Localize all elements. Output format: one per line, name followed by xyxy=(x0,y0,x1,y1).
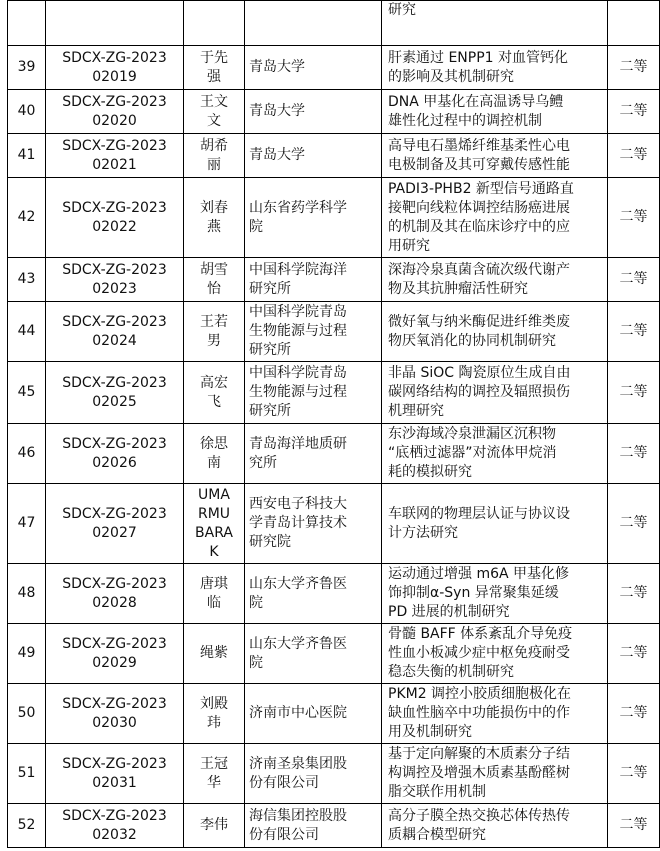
org-text: 中国科学院青岛 xyxy=(249,304,347,320)
title-text: 深海冷泉真菌含硫次级代谢产 xyxy=(388,261,570,278)
cell-index xyxy=(8,424,46,484)
cell-prize xyxy=(608,178,660,258)
title-text: 的机制及其在临床诊疗中的应 xyxy=(388,218,570,235)
code-text: 02024 xyxy=(92,332,137,349)
cell-code xyxy=(46,90,184,134)
org-text: 研究所 xyxy=(249,280,291,297)
name-text: 丽 xyxy=(207,156,221,173)
prize-text: 二等 xyxy=(619,445,648,461)
org-text: 生物能源与过程 xyxy=(249,384,347,400)
title-text: 质耦合模型研究 xyxy=(388,826,486,843)
table-row xyxy=(8,362,660,424)
title-text: 非晶 SiOC 陶瓷原位生成自由 xyxy=(388,365,571,381)
title-text: 雄性化过程中的调控机制 xyxy=(388,112,542,129)
table-row xyxy=(8,90,660,134)
title-text: 物厌氧消化的协同机制研究 xyxy=(388,332,556,349)
index-text: 50 xyxy=(17,705,36,721)
cell-code xyxy=(46,302,184,362)
table-row xyxy=(8,424,660,484)
cell-name xyxy=(184,46,245,90)
cell-name xyxy=(184,302,245,362)
name-text: 男 xyxy=(207,332,221,349)
title-text: “底栖过滤器”对流体甲烷消 xyxy=(388,445,557,461)
cell-index xyxy=(8,178,46,258)
prize-text: 二等 xyxy=(619,147,648,163)
title-text: PADI3-PHB2 新型信号通路直 xyxy=(388,180,574,197)
code-text: 02023 xyxy=(92,280,137,297)
title-text: PD 进展的机制研究 xyxy=(388,604,510,620)
name-text: 玮 xyxy=(207,714,221,731)
code-text: SDCX-ZG-2023 xyxy=(62,313,167,330)
table-body xyxy=(8,1,660,848)
code-text: SDCX-ZG-2023 xyxy=(62,199,167,216)
title-text: 车联网的物理层认证与协议设 xyxy=(388,505,570,522)
org-text: 院 xyxy=(249,594,263,611)
name-text: 文 xyxy=(207,112,221,129)
cell-name xyxy=(184,744,245,804)
title-text: 计方法研究 xyxy=(388,524,458,541)
index-text: 42 xyxy=(17,209,36,225)
org-text: 院 xyxy=(249,218,263,235)
cell-org xyxy=(245,1,382,46)
code-text: SDCX-ZG-2023 xyxy=(62,137,167,154)
cell-title xyxy=(382,564,608,624)
name-text: BARA xyxy=(195,524,233,541)
org-text: 究所 xyxy=(249,454,277,471)
cell-index xyxy=(8,46,46,90)
cell-org xyxy=(245,134,382,178)
title-text: 基于定向解聚的木质素分子结 xyxy=(388,746,570,762)
name-text: 王文 xyxy=(200,93,228,110)
cell-prize xyxy=(608,484,660,564)
cell-name xyxy=(184,90,245,134)
prize-text: 二等 xyxy=(619,585,648,601)
name-text: K xyxy=(209,543,219,560)
cell-index xyxy=(8,804,46,848)
index-text: 46 xyxy=(17,445,36,461)
cell-org xyxy=(245,178,382,258)
table-row xyxy=(8,484,660,564)
code-text: SDCX-ZG-2023 xyxy=(62,755,167,772)
code-text: SDCX-ZG-2023 xyxy=(62,575,167,592)
cell-code xyxy=(46,258,184,302)
cell-index xyxy=(8,362,46,424)
code-text: 02020 xyxy=(92,112,137,129)
org-text: 研究所 xyxy=(249,403,291,419)
prize-text: 二等 xyxy=(619,384,648,400)
cell-index xyxy=(8,684,46,744)
prize-text: 二等 xyxy=(619,103,648,119)
org-text: 济南圣泉集团股 xyxy=(249,755,347,772)
table-row xyxy=(8,684,660,744)
cell-title xyxy=(382,302,608,362)
org-text: 山东大学齐鲁医 xyxy=(249,635,347,652)
title-text: 的影响及其机制研究 xyxy=(388,68,514,85)
cell-index xyxy=(8,90,46,134)
name-text: 强 xyxy=(207,68,221,85)
cell-title xyxy=(382,804,608,848)
cell-title xyxy=(382,424,608,484)
name-text: 燕 xyxy=(207,218,221,235)
org-text: 份有限公司 xyxy=(249,774,319,791)
name-text: RMU xyxy=(197,505,231,522)
name-text: 刘殿 xyxy=(200,695,228,712)
code-text: 02025 xyxy=(92,393,137,410)
cell-code xyxy=(46,424,184,484)
title-text: DNA 甲基化在高温诱导乌鳢 xyxy=(388,93,564,110)
title-text: 机理研究 xyxy=(388,403,444,419)
index-text: 44 xyxy=(17,323,36,339)
cell-prize xyxy=(608,804,660,848)
name-text: 高宏 xyxy=(200,374,228,391)
title-text: 构调控及增强木质素基酚醛树 xyxy=(388,765,570,781)
prize-text: 二等 xyxy=(619,705,648,721)
name-text: 徐思 xyxy=(200,435,228,452)
cell-prize xyxy=(608,684,660,744)
cell-name xyxy=(184,178,245,258)
name-text: 李伟 xyxy=(200,817,228,833)
title-text: 饰抑制α-Syn 异常聚集延缓 xyxy=(388,585,559,601)
cell-code xyxy=(46,684,184,744)
title-text: 肝素通过 ENPP1 对血管钙化 xyxy=(388,49,569,66)
title-text: 骨髓 BAFF 体系紊乱介导免疫 xyxy=(388,626,573,642)
org-text: 西安电子科技大 xyxy=(249,496,347,512)
code-text: SDCX-ZG-2023 xyxy=(62,93,167,110)
prize-text: 二等 xyxy=(619,209,648,225)
cell-index xyxy=(8,564,46,624)
name-text: 怡 xyxy=(207,280,221,297)
cell-prize xyxy=(608,362,660,424)
code-text: 02031 xyxy=(92,774,137,791)
cell-code xyxy=(46,624,184,684)
title-text: 微好氧与纳米酶促进纤维类废 xyxy=(388,313,570,330)
prize-text: 二等 xyxy=(619,817,648,833)
table-row xyxy=(8,744,660,804)
org-text: 青岛大学 xyxy=(249,59,305,75)
name-text: 王若 xyxy=(200,313,228,330)
index-text: 49 xyxy=(17,645,36,661)
table-row-partial xyxy=(8,1,660,46)
cell-index xyxy=(8,484,46,564)
prize-text: 二等 xyxy=(619,645,648,661)
cell-title xyxy=(382,134,608,178)
org-text: 青岛大学 xyxy=(249,103,305,119)
cell-prize xyxy=(608,302,660,362)
cell-title xyxy=(382,258,608,302)
cell-name xyxy=(184,624,245,684)
cell-org xyxy=(245,362,382,424)
title-text: 缺血性脑卒中功能损伤中的作 xyxy=(388,705,570,721)
cell-title xyxy=(382,744,608,804)
cell-org xyxy=(245,804,382,848)
index-text: 47 xyxy=(17,515,36,531)
code-text: SDCX-ZG-2023 xyxy=(62,505,167,522)
title-text: 高导电石墨烯纤维基柔性心电 xyxy=(388,137,570,154)
org-text: 青岛大学 xyxy=(249,147,305,163)
cell-index xyxy=(8,258,46,302)
cell-name xyxy=(184,1,245,46)
index-text: 51 xyxy=(17,765,36,781)
cell-prize xyxy=(608,624,660,684)
org-text: 中国科学院青岛 xyxy=(249,365,347,381)
table-row xyxy=(8,178,660,258)
table-row xyxy=(8,134,660,178)
cell-code xyxy=(46,134,184,178)
cell-code xyxy=(46,484,184,564)
org-text: 中国科学院海洋 xyxy=(249,261,347,278)
name-text: 飞 xyxy=(207,393,221,410)
cell-name xyxy=(184,484,245,564)
org-text: 济南市中心医院 xyxy=(249,705,347,721)
cell-code xyxy=(46,564,184,624)
awards-table xyxy=(7,0,660,848)
title-text: 物及其抗肿瘤活性研究 xyxy=(388,280,528,297)
cell-org xyxy=(245,90,382,134)
code-text: SDCX-ZG-2023 xyxy=(62,635,167,652)
cell-title xyxy=(382,624,608,684)
cell-name xyxy=(184,134,245,178)
name-text: 王冠 xyxy=(200,755,228,772)
title-tail: 研究 xyxy=(388,2,416,18)
cell-org xyxy=(245,424,382,484)
title-text: 用及机制研究 xyxy=(388,724,472,740)
table-row xyxy=(8,46,660,90)
cell-org xyxy=(245,484,382,564)
code-text: 02026 xyxy=(92,454,137,471)
code-text: SDCX-ZG-2023 xyxy=(62,49,167,66)
name-text: 南 xyxy=(207,454,221,471)
cell-title xyxy=(382,46,608,90)
org-text: 研究院 xyxy=(249,534,291,550)
cell-code xyxy=(46,744,184,804)
name-text: 于先 xyxy=(200,49,228,66)
cell-title xyxy=(382,684,608,744)
title-text: 东沙海域冷泉泄漏区沉积物 xyxy=(388,426,556,442)
cell-prize xyxy=(608,424,660,484)
title-text: 碳网络结构的调控及辐照损伤 xyxy=(388,384,570,400)
org-text: 生物能源与过程 xyxy=(249,323,347,339)
prize-text: 二等 xyxy=(619,765,648,781)
title-text: 接靶向线粒体调控结肠癌进展 xyxy=(388,199,570,216)
cell-title xyxy=(382,1,608,46)
cell-org xyxy=(245,258,382,302)
cell-org xyxy=(245,684,382,744)
name-text: 绳紫 xyxy=(200,645,228,661)
prize-text: 二等 xyxy=(619,515,648,531)
title-text: 运动通过增强 m6A 甲基化修 xyxy=(388,566,570,582)
code-text: 02029 xyxy=(92,654,137,671)
cell-org xyxy=(245,564,382,624)
cell-index xyxy=(8,624,46,684)
table-row xyxy=(8,624,660,684)
cell-index xyxy=(8,134,46,178)
org-text: 山东省药学科学 xyxy=(249,199,347,216)
cell-prize xyxy=(608,46,660,90)
code-text: SDCX-ZG-2023 xyxy=(62,261,167,278)
prize-text: 二等 xyxy=(619,271,648,287)
code-text: SDCX-ZG-2023 xyxy=(62,374,167,391)
cell-name xyxy=(184,684,245,744)
code-text: 02030 xyxy=(92,714,137,731)
index-text: 45 xyxy=(17,384,36,400)
cell-name xyxy=(184,258,245,302)
prize-text: 二等 xyxy=(619,323,648,339)
index-text: 52 xyxy=(17,817,36,833)
code-text: 02028 xyxy=(92,594,137,611)
cell-name xyxy=(184,564,245,624)
title-text: 稳态失衡的机制研究 xyxy=(388,664,514,680)
title-text: 脂交联作用机制 xyxy=(388,784,486,800)
prize-text: 二等 xyxy=(619,59,648,75)
cell-prize xyxy=(608,90,660,134)
table-row xyxy=(8,804,660,848)
code-text: 02032 xyxy=(92,826,137,843)
cell-prize xyxy=(608,744,660,804)
cell-prize xyxy=(608,258,660,302)
org-text: 青岛海洋地质研 xyxy=(249,435,347,452)
cell-name xyxy=(184,424,245,484)
index-text: 43 xyxy=(17,271,36,287)
cell-code xyxy=(46,178,184,258)
org-text: 海信集团控股股 xyxy=(249,807,347,824)
cell-title xyxy=(382,178,608,258)
code-text: 02019 xyxy=(92,68,137,85)
org-text: 山东大学齐鲁医 xyxy=(249,575,347,592)
cell-title xyxy=(382,484,608,564)
name-text: 胡希 xyxy=(200,137,228,154)
cell-code xyxy=(46,804,184,848)
cell-code xyxy=(46,1,184,46)
cell-prize xyxy=(608,564,660,624)
code-text: SDCX-ZG-2023 xyxy=(62,695,167,712)
org-text: 份有限公司 xyxy=(249,826,319,843)
name-text: 华 xyxy=(207,774,221,791)
name-text: 临 xyxy=(207,594,221,611)
cell-org xyxy=(245,624,382,684)
index-text: 40 xyxy=(17,103,36,119)
cell-name xyxy=(184,362,245,424)
title-text: 耗的模拟研究 xyxy=(388,464,472,480)
cell-prize xyxy=(608,134,660,178)
name-text: 刘春 xyxy=(200,199,228,216)
cell-index xyxy=(8,1,46,46)
title-text: 电极制备及其可穿戴传感性能 xyxy=(388,156,570,173)
cell-code xyxy=(46,362,184,424)
code-text: SDCX-ZG-2023 xyxy=(62,435,167,452)
cell-index xyxy=(8,302,46,362)
org-text: 学青岛计算技术 xyxy=(249,515,347,531)
table-row xyxy=(8,302,660,362)
cell-name xyxy=(184,804,245,848)
name-text: 唐琪 xyxy=(200,575,228,592)
name-text: UMA xyxy=(198,486,230,503)
table-row xyxy=(8,258,660,302)
title-text: 性血小板减少症中枢免疫耐受 xyxy=(388,645,570,661)
table-row xyxy=(8,564,660,624)
title-text: PKM2 调控小胶质细胞极化在 xyxy=(388,686,572,702)
org-text: 研究所 xyxy=(249,342,291,358)
cell-org xyxy=(245,46,382,90)
cell-prize xyxy=(608,1,660,46)
cell-code xyxy=(46,46,184,90)
name-text: 胡雪 xyxy=(200,261,228,278)
cell-title xyxy=(382,90,608,134)
cell-index xyxy=(8,744,46,804)
index-text: 48 xyxy=(17,585,36,601)
org-text: 院 xyxy=(249,654,263,671)
code-text: 02021 xyxy=(92,156,137,173)
index-text: 39 xyxy=(17,59,36,75)
cell-title xyxy=(382,362,608,424)
cell-org xyxy=(245,744,382,804)
code-text: SDCX-ZG-2023 xyxy=(62,807,167,824)
code-text: 02027 xyxy=(92,524,137,541)
title-text: 高分子膜全热交换芯体传热传 xyxy=(388,807,570,824)
code-text: 02022 xyxy=(92,218,137,235)
cell-org xyxy=(245,302,382,362)
index-text: 41 xyxy=(17,147,36,163)
title-text: 用研究 xyxy=(388,237,430,254)
